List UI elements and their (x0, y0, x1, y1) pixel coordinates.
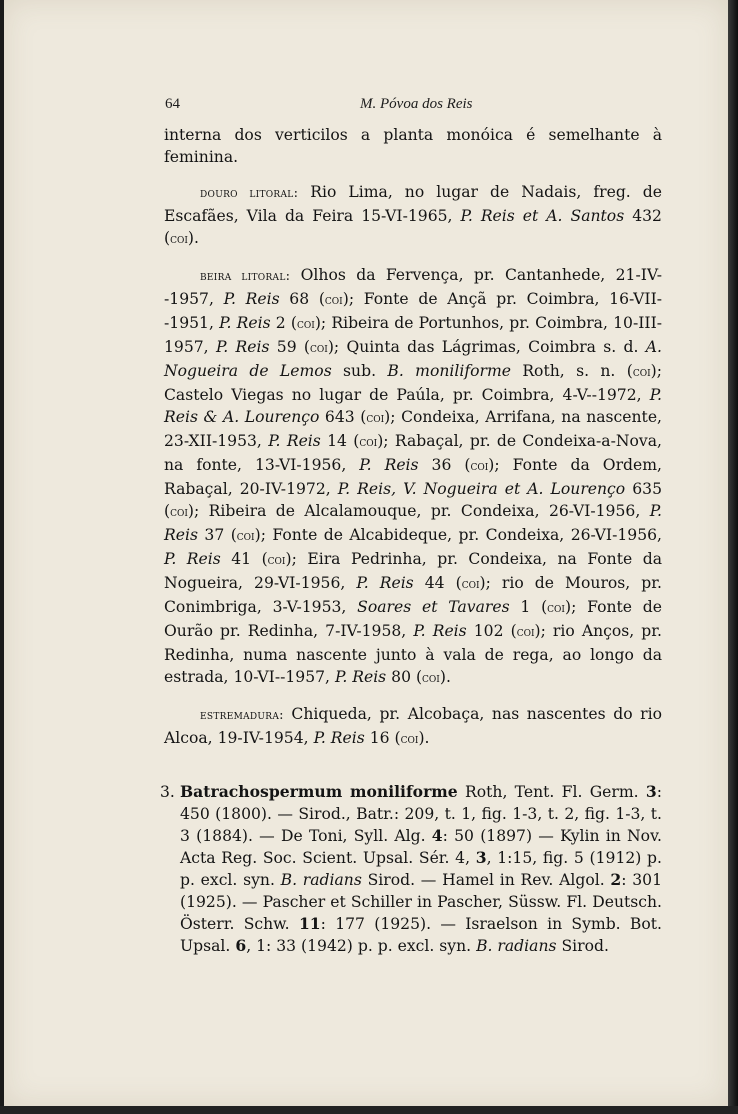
collector: P. Reis (268, 432, 321, 450)
text-run: 80 ( (386, 668, 423, 686)
volume-number: 11 (298, 914, 321, 933)
herbarium-code: coi (400, 732, 419, 747)
book-page (4, 0, 728, 1106)
collector: P. Reis (359, 456, 419, 474)
volume-number: 2 (610, 870, 622, 889)
text-run: ); Fonte de Ourão pr. Redinha, 7-IV-1958, (164, 598, 662, 640)
text-run: ). (187, 229, 199, 247)
paragraph-continuation: interna dos verticilos a planta monóica é semelhante à feminina. (164, 126, 662, 166)
herbarium-code: coi (366, 411, 385, 426)
running-head-author: M. Póvoa dos Reis (360, 96, 473, 112)
text-run: : 50 (1897) — Kylin in Nov. Acta Reg. Soc. Scient. Upsal. Sér. 4, (180, 827, 662, 867)
herbarium-code: coi (170, 232, 188, 247)
collector: P. Reis et A. Santos (460, 207, 625, 225)
text-run: : 301 (1925). — Pascher et Schiller in Pascher, Süssw. Fl. Deutsch. Österr. Schw. (180, 871, 662, 933)
text-run: 2 ( (270, 314, 297, 332)
region-label: estremadura: (200, 708, 284, 723)
taxon-name: Batrachospermum moniliforme (180, 782, 458, 801)
volume-number: 3 (475, 848, 487, 867)
volume-number: 4 (431, 826, 443, 845)
text-run: Sirod. — Hamel in Rev. Algol. (361, 871, 611, 889)
text-run: ); rio de Mouros, pr. Conimbriga, 3-V-1953, (164, 574, 662, 616)
text-run: ); Castelo Viegas no lugar de Paúla, pr. Coimbra, 4-V--1972, (164, 362, 662, 404)
text-run: ); Ribeira de Alcalamouque, pr. Condeixa, 26-VI-1956, (187, 502, 650, 520)
synonym: B. radians (280, 871, 362, 889)
text-run: 68 ( (279, 290, 325, 308)
text-run: Roth, s. n. ( (510, 362, 633, 380)
body-text (160, 124, 663, 957)
paragraph-douro-litoral (164, 181, 662, 251)
text-run: ). (418, 729, 430, 747)
text-run: 643 ( (319, 408, 367, 426)
text-run: Olhos da Fervença, pr. Cantanhede, 21-IV--1957, (164, 266, 662, 308)
text-run: 1 ( (509, 598, 548, 616)
herbarium-code: coi (236, 529, 255, 544)
text-run: Roth, Tent. Fl. Germ. (457, 783, 646, 801)
collector: P. Reis (164, 502, 662, 544)
herbarium-code: coi (170, 505, 188, 520)
text-run: : 177 (1925). — Israelson in Symb. Bot. Upsal. (180, 915, 662, 955)
text-run: , 1:15, fig. 5 (1912) p. p. excl. syn. (180, 849, 662, 889)
text-run: 635 ( (164, 480, 662, 520)
region-label: beira litoral: (200, 269, 291, 284)
text-run: : 450 (1800). — Sirod., Batr.: 209, t. 1, fig. 1-3, t. 2, fig. 1-3, t. 3 (1884). — De Toni, Syll. Alg. (180, 783, 662, 845)
text-run: 432 ( (164, 207, 662, 247)
page-edge-shadow (728, 0, 738, 1114)
text-run: 37 ( (197, 526, 237, 544)
volume-number: 6 (235, 936, 247, 955)
collector: A. Nogueira de Lemos (164, 338, 662, 380)
text-run: sub. (331, 362, 388, 380)
page-bottom-edge (0, 1106, 738, 1114)
collector: P. Reis (334, 668, 387, 686)
herbarium-code: coi (470, 459, 489, 474)
herbarium-code: coi (516, 625, 535, 640)
text-run: 41 ( (220, 550, 268, 568)
synonym: B. radians (476, 937, 557, 955)
text-run: 59 ( (269, 338, 310, 356)
herbarium-code: coi (324, 293, 343, 308)
collector: P. Reis & A. Lourenço (164, 386, 662, 426)
collector: Soares et Tavares (357, 598, 510, 616)
paragraph-estremadura (164, 703, 662, 751)
text-run: ); Fonte da Ordem, Rabaçal, 20-IV-1972, (164, 456, 662, 498)
text-run: Rio Lima, no lugar de Nadais, freg. de Escafães, Vila da Feira 15-VI-1965, (164, 183, 662, 225)
text-run: ); Ribeira de Portunhos, pr. Coimbra, 10-III-1957, (164, 314, 662, 356)
text-run: ). (439, 668, 451, 686)
collector: P. Reis (215, 338, 270, 356)
herbarium-code: coi (547, 601, 565, 616)
text-run: , 1: 33 (1942) p. p. excl. syn. (246, 937, 477, 955)
collector: P. Reis, V. Nogueira et A. Lourenço (337, 480, 626, 498)
text-run: ); rio Anços, pr. Redinha, numa nascente junto à vala de rega, ao longo da estrada, 10-VI--1957, (164, 622, 662, 686)
volume-number: 3 (645, 782, 657, 801)
collector: P. Reis (164, 550, 221, 568)
text-run: ); Condeixa, Arrifana, na nascente, 23-XII-1953, (164, 408, 663, 450)
collector: P. Reis (313, 729, 365, 747)
collector: P. Reis (223, 290, 280, 308)
collector: P. Reis (356, 574, 414, 592)
text-run: ); Quinta das Lágrimas, Coimbra s. d. (327, 338, 646, 356)
herbarium-code: coi (632, 365, 651, 380)
taxon-entry-3 (160, 781, 662, 957)
text-run: ); Fonte de Ançã pr. Coimbra, 16-VII--1951, (164, 290, 662, 332)
text-run: ); Rabaçal, pr. de Condeixa-a-Nova, na fonte, 13-VI-1956, (164, 432, 662, 474)
collector: P. Reis (413, 622, 467, 640)
text-run: 16 ( (364, 729, 401, 747)
page-number: 64 (165, 96, 180, 112)
collector: P. Reis (219, 314, 271, 332)
herbarium-code: coi (359, 435, 378, 450)
region-label: douro litoral: (200, 186, 299, 201)
herbarium-code: coi (267, 553, 286, 568)
taxon-name: B. moniliforme (387, 362, 511, 380)
text-run: ); Eira Pedrinha, pr. Condeixa, na Fonte da Nogueira, 29-VI-1956, (164, 550, 662, 592)
text-run: 44 ( (413, 574, 462, 592)
text-run: Sirod. (556, 937, 609, 955)
herbarium-code: coi (296, 317, 315, 332)
running-head (165, 96, 665, 118)
herbarium-code: coi (461, 577, 480, 592)
herbarium-code: coi (310, 341, 328, 356)
text-run: 102 ( (466, 622, 517, 640)
text-run: 36 ( (418, 456, 471, 474)
text-run: Chiqueda, pr. Alcobaça, nas nascentes do rio Alcoa, 19-IV-1954, (164, 705, 662, 747)
text-run: ); Fonte de Alcabideque, pr. Condeixa, 26-VI-1956, (254, 526, 663, 544)
entry-number: 3. (160, 783, 175, 801)
text-run: 14 ( (320, 432, 360, 450)
paragraph-beira-litoral (164, 264, 662, 690)
herbarium-code: coi (422, 671, 440, 686)
